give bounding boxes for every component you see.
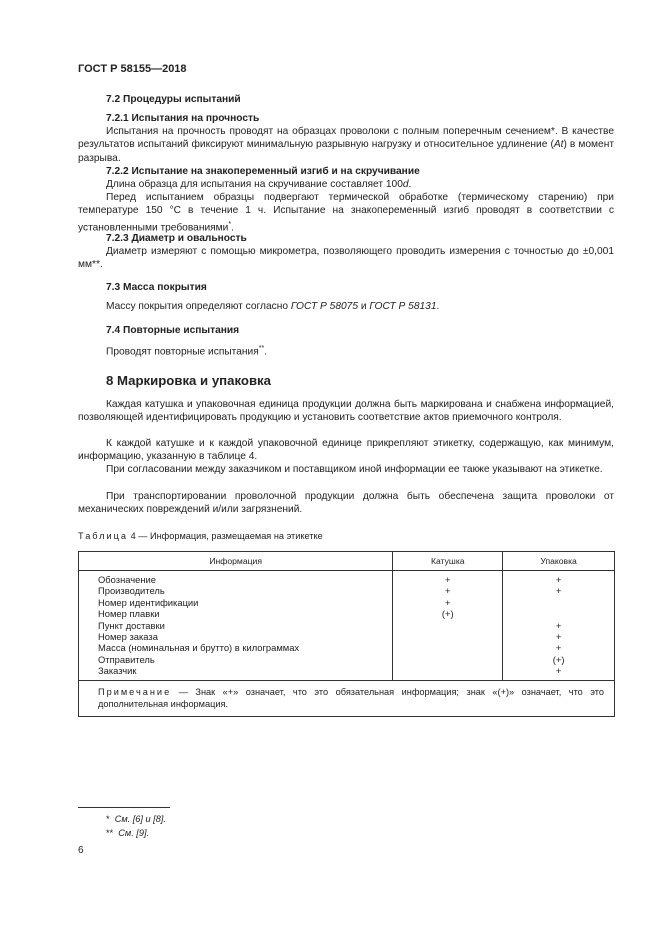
table-cell [393,654,502,665]
section-7-2-2-paragraph-2: Перед испытанием образцы подвергают термической обработке (термическому старению) при температуре 150 °С в течение 1 ч. Испытание на знакопеременный изгиб проводят в соответствии с установленными требованиями*. [78,192,614,234]
table-cell: Номер идентификации [98,596,199,608]
section-7-2-2-title: 7.2.2 Испытание на знакопеременный изгиб и на скручивание [106,166,420,177]
footnote-2: ** См. [9]. [106,828,150,838]
table-header-row [79,552,615,571]
section-8-title: 8 Маркировка и упаковка [106,373,271,388]
page-number: 6 [78,845,84,856]
table-cell: Масса (номинальная и брутто) в килограммах [98,642,300,654]
section-8-paragraph-1: Каждая катушка и упаковочная единица продукции должна быть маркирована и снабжена информацией, позволяющей идентифицировать продукцию и установить соответствие актов приемочного контроля. [78,399,614,424]
table-body-row [79,571,615,681]
section-8-paragraph-2: К каждой катушке и к каждой упаковочной единице прикрепляют этикетку, содержащую, как минимум, информацию, указанную в таблице 4. [78,438,614,463]
table-cell: + [555,630,562,642]
section-7-2-2-paragraph-1: Длина образца для испытания на скручивание составляет 100d. [106,179,412,190]
table-caption: Таблица 4 — Информация, размещаемая на этикетке [78,531,323,541]
table-cell: Обозначение [98,574,156,585]
table-cell: Номер заказа [98,631,158,643]
table-cell [503,608,614,619]
table-cell: Заказчик [98,665,137,677]
footnote-divider [78,807,170,808]
section-7-3-text: Массу покрытия определяют согласно ГОСТ Р 58075 и ГОСТ Р 58131. [106,301,440,312]
table-cell: Пункт доставки [98,619,165,631]
header-package: Упаковка [503,552,615,571]
table-cell: + [555,585,562,597]
section-7-4-title: 7.4 Повторные испытания [106,325,240,336]
section-7-2-1-text: Испытания на прочность проводят на образцах проволоки с полным поперечным сечением*. В качестве результатов испытаний фиксируют минимальную разрывную нагрузку и относительное удлинение (At) в момент разрыва. [78,126,614,164]
table-cell: (+) [552,653,565,665]
spool-column [393,571,503,681]
table-cell: + [445,596,451,608]
table-cell: + [555,619,562,631]
package-column [503,571,615,681]
header-information: Информация [79,552,393,571]
table-cell: + [445,574,451,585]
table-cell [393,620,502,631]
section-7-2-3-text: Диаметр измеряют с помощью микрометра, позволяющего проводить измерения с точностью до ±0,001 мм**. [78,246,614,271]
section-8-paragraph-4: При транспортировании проволочной продукции должна быть обеспечена защита проволоки от механических повреждений и/или загрязнений. [78,491,614,516]
page-header: ГОСТ Р 58155—2018 [78,63,187,75]
table-cell [503,597,614,608]
section-7-2-1-title: 7.2.1 Испытания на прочность [106,113,260,124]
header-spool: Катушка [393,552,503,571]
table-cell: Производитель [98,585,165,597]
section-8-paragraph-3: При согласовании между заказчиком и поставщиком иной информации ее также указывают на этикетке. [106,464,603,475]
table-cell: Отправитель [98,653,155,665]
table-cell: (+) [441,608,454,620]
table-cell [393,665,502,676]
information-column [79,571,393,681]
section-7-4-text: Проводят повторные испытания**. [106,345,268,358]
section-7-2-title: 7.2 Процедуры испытаний [106,94,241,105]
table-cell: + [555,665,562,677]
table-cell [393,631,502,642]
table-cell [393,642,502,653]
table-cell: + [555,574,562,585]
table-note-row [79,680,615,716]
table-cell: + [445,585,451,597]
table-cell: + [555,642,562,654]
section-7-3-title: 7.3 Масса покрытия [106,282,207,293]
section-7-2-3-title: 7.2.3 Диаметр и овальность [106,233,247,244]
information-table [78,551,615,717]
table-cell: Номер плавки [98,608,160,620]
footnote-1: * См. [6] и [8]. [106,814,166,824]
table-note: Примечание — Знак «+» означает, что это обязательная информация; знак «(+)» означает, что это дополнительная информация. [79,680,615,716]
